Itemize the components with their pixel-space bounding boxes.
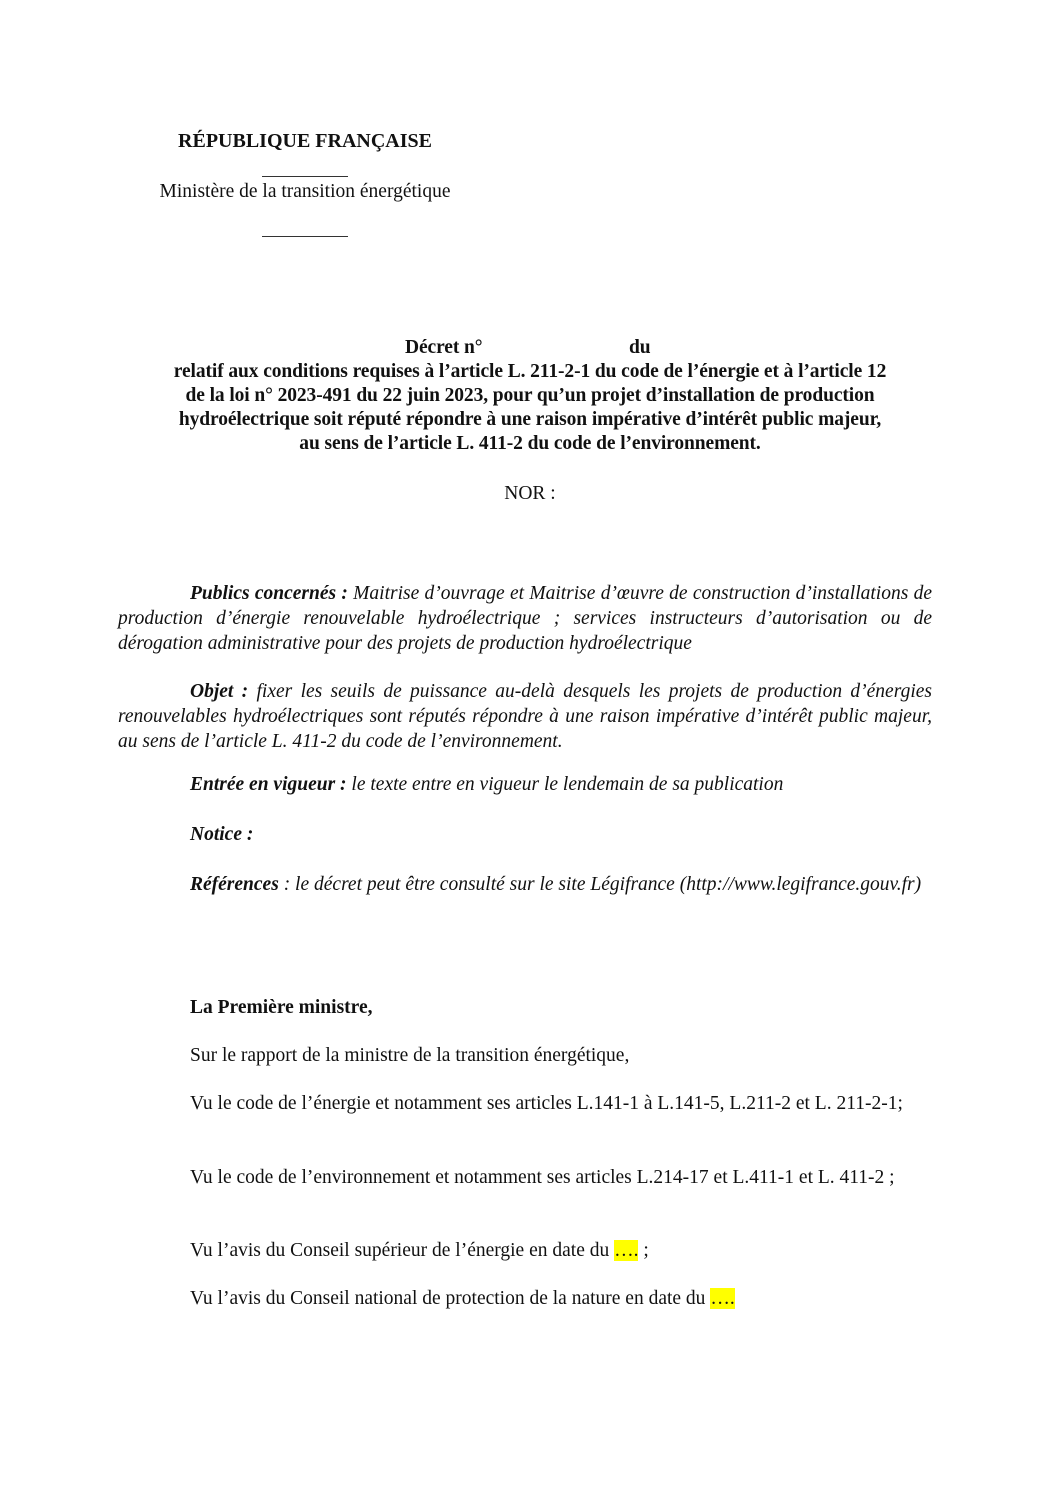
references-text: : le décret peut être consulté sur le site Légifrance (http://www.legifrance.gouv.fr) — [278, 874, 922, 895]
vu-cse-text: Vu l’avis du Conseil supérieur de l’énergie en date du — [190, 1240, 615, 1261]
publics-label: Publics concernés : — [190, 583, 348, 604]
decree-title-line-3: hydroélectrique soit réputé répondre à une raison impérative d’intérêt public majeur, — [178, 409, 882, 430]
decree-number-line — [120, 336, 940, 360]
cnpn-date-placeholder: …. — [710, 1288, 735, 1309]
ministry-name: Ministère de la transition énergétique — [159, 181, 451, 202]
rapport: Sur le rapport de la ministre de la transition énergétique, — [190, 1045, 630, 1066]
header-divider — [262, 176, 348, 177]
vu-cnpn-text: Vu l’avis du Conseil national de protection de la nature en date du — [190, 1288, 711, 1309]
signatory-text: La Première ministre, — [190, 997, 373, 1018]
references — [118, 872, 932, 897]
entree-label: Entrée en vigueur : — [190, 774, 347, 795]
publics-concernes — [118, 581, 932, 656]
ministry-divider — [262, 236, 348, 237]
entree-text: le texte entre en vigueur le lendemain de sa publication — [346, 774, 784, 795]
notice-label: Notice : — [190, 824, 254, 845]
references-label: Références — [190, 874, 279, 895]
vu-code-energie: Vu le code de l’énergie et notamment ses articles L.141-1 à L.141-5, L.211-2 et L. 211-2-1; — [190, 1093, 903, 1114]
decree-title-line-4: au sens de l’article L. 411-2 du code de l’environnement. — [299, 433, 761, 454]
decree-title-line-1: relatif aux conditions requises à l’article L. 211-2-1 du code de l’énergie et à l’article 12 — [173, 361, 887, 382]
decree-title — [120, 336, 940, 456]
vu-cse-suffix: ; — [638, 1240, 649, 1261]
notice — [118, 822, 932, 847]
objet-label: Objet : — [190, 681, 249, 702]
vu-code-environnement: Vu le code de l’environnement et notamment ses articles L.214-17 et L.411-1 et L. 411-2 ; — [190, 1167, 895, 1188]
objet — [118, 679, 932, 754]
decree-date-label: du — [629, 337, 651, 358]
decree-title-line-2: de la loi n° 2023-491 du 22 juin 2023, pour qu’un projet d’installation de production — [185, 385, 875, 406]
vu-avis-cnpn — [118, 1286, 932, 1311]
vu-avis-cse — [118, 1238, 932, 1263]
cse-date-placeholder: …. — [614, 1240, 639, 1261]
republic-heading: RÉPUBLIQUE FRANÇAISE — [178, 130, 432, 152]
decree-number-label: Décret n° — [405, 337, 483, 358]
objet-text: fixer les seuils de puissance au-delà desquels les projets de production d’énergies renouvelables hydroélectriques sont réputés répondre à une raison impérative d’intérêt public majeur, au sens de l’article L. 411-2 du code de l’environnement. — [118, 681, 932, 752]
publics-text: Maitrise d’ouvrage et Maitrise d’œuvre de construction d’installations de production d’énergie renouvelable hydroélectrique ; services instructeurs d’autorisation ou de dérogation administrative pour des projets de production hydroélectrique — [118, 583, 932, 654]
entree-en-vigueur — [118, 772, 932, 797]
signatory — [118, 995, 932, 1020]
nor-reference: NOR : — [504, 483, 556, 504]
